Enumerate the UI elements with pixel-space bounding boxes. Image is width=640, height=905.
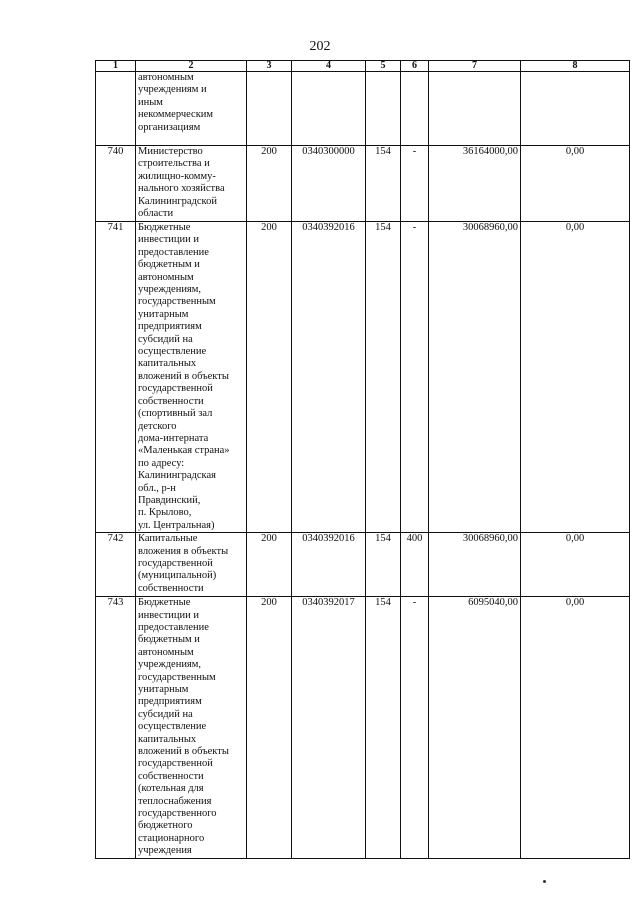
- cell-col3: 200: [247, 597, 292, 859]
- cell-col8: 0,00: [521, 597, 630, 859]
- table-row: [96, 72, 630, 146]
- cell-col7: 30068960,00: [429, 222, 521, 533]
- scan-speck: [543, 880, 546, 883]
- cell-col6: -: [401, 146, 429, 222]
- column-header-5: 5: [366, 61, 401, 72]
- row-name: Бюджетные инвестиции и предоставление бюджетным и автономным учреждениям, государственным унитарным предприятиям субсидий на осуществление капитальных вложений в объекты государственной собственности (спортивный зал детского дома-интерната «Маленькая страна» по адресу: Калининградская обл., р-н Правдинский, п. Крылово, ул. Центральная): [136, 222, 247, 533]
- page-number: 202: [309, 39, 331, 54]
- column-header-7: 7: [429, 61, 521, 72]
- row-name: автономным учреждениям и иным некоммерческим организациям: [136, 72, 247, 146]
- row-name: Министерство строительства и жилищно-комму- нального хозяйства Калининградской области: [136, 146, 247, 222]
- row-number: 740: [96, 146, 136, 222]
- cell-col8: 0,00: [521, 533, 630, 597]
- cell-col6: -: [401, 597, 429, 859]
- cell-col8: 0,00: [521, 146, 630, 222]
- cell-col3: 200: [247, 533, 292, 597]
- cell-col7: [429, 72, 521, 146]
- row-number: 743: [96, 597, 136, 859]
- cell-col3: 200: [247, 222, 292, 533]
- cell-col3: 200: [247, 146, 292, 222]
- cell-col4: [292, 72, 366, 146]
- row-name: Бюджетные инвестиции и предоставление бюджетным и автономным учреждениям, государственным унитарным предприятиям субсидий на осуществление капитальных вложений в объекты государственной собственности (котельная для теплоснабжения государственного бюджетного стационарного учреждения: [136, 597, 247, 859]
- cell-col6: [401, 72, 429, 146]
- table-row: [96, 222, 630, 533]
- cell-col4: 0340300000: [292, 146, 366, 222]
- cell-col5: 154: [366, 597, 401, 859]
- cell-col6: 400: [401, 533, 429, 597]
- column-header-1: 1: [96, 61, 136, 72]
- cell-col7: 36164000,00: [429, 146, 521, 222]
- column-header-2: 2: [136, 61, 247, 72]
- cell-col5: 154: [366, 533, 401, 597]
- column-header-4: 4: [292, 61, 366, 72]
- row-number: 742: [96, 533, 136, 597]
- cell-col6: -: [401, 222, 429, 533]
- cell-col4: 0340392016: [292, 222, 366, 533]
- table-row: [96, 533, 630, 597]
- cell-col5: 154: [366, 222, 401, 533]
- table-row: [96, 597, 630, 859]
- cell-col8: [521, 72, 630, 146]
- cell-col4: 0340392016: [292, 533, 366, 597]
- budget-table: [95, 60, 630, 859]
- row-number: 741: [96, 222, 136, 533]
- cell-col8: 0,00: [521, 222, 630, 533]
- cell-col7: 6095040,00: [429, 597, 521, 859]
- header-row: [96, 61, 630, 72]
- row-name: Капитальные вложения в объекты государственной (муниципальной) собственности: [136, 533, 247, 597]
- column-header-6: 6: [401, 61, 429, 72]
- row-number: [96, 72, 136, 146]
- cell-col5: [366, 72, 401, 146]
- column-header-3: 3: [247, 61, 292, 72]
- cell-col7: 30068960,00: [429, 533, 521, 597]
- table-row: [96, 146, 630, 222]
- column-header-8: 8: [521, 61, 630, 72]
- cell-col5: 154: [366, 146, 401, 222]
- cell-col4: 0340392017: [292, 597, 366, 859]
- cell-col3: [247, 72, 292, 146]
